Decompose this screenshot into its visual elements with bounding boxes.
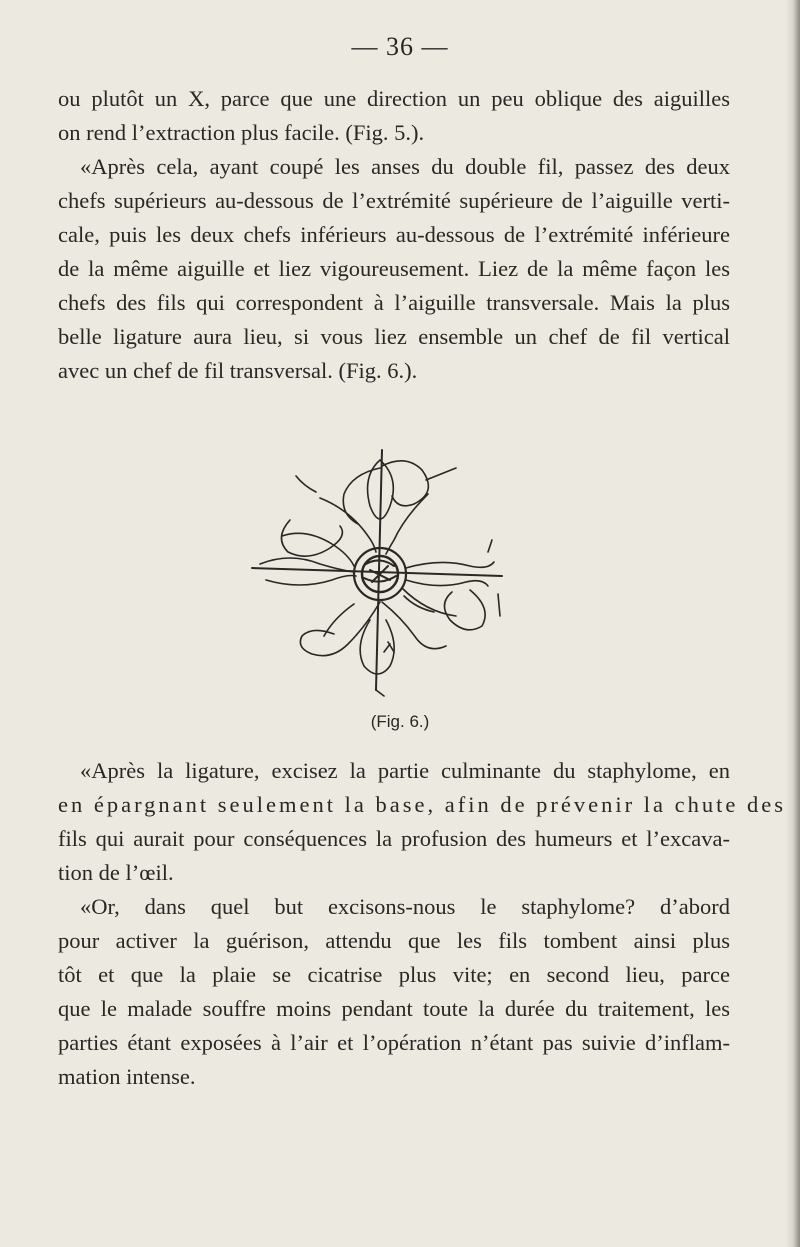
thread-loop-right <box>444 590 485 630</box>
transverse-needle <box>252 568 502 576</box>
text-line: tion de l’œil. <box>58 860 174 885</box>
ligature-illustration <box>230 440 530 710</box>
text-line: ou plutôt un X, parce que une direction un peu oblique des aiguilles <box>58 86 730 111</box>
vertical-needle <box>376 450 382 690</box>
text-line: chefs supérieurs au-dessous de l’extrémité supérieure de l’aiguille verti- <box>58 188 730 213</box>
text-line: pour activer la guérison, attendu que les fils tombent ainsi plus <box>58 928 730 953</box>
text-line: avec un chef de fil transversal. (Fig. 6.). <box>58 358 418 383</box>
text-line: on rend l’extraction plus facile. (Fig. 5.). <box>58 120 425 145</box>
paragraph-bottom <box>58 754 786 1094</box>
page-number: — 36 — <box>351 32 449 61</box>
text-line: belle ligature aura lieu, si vous liez ensemble un chef de fil vertical <box>58 324 730 349</box>
figure-caption: (Fig. 6.) <box>370 712 430 731</box>
thread-loop-left <box>281 520 342 556</box>
text-line: cale, puis les deux chefs inférieurs au-dessous de l’extrémité inférieure <box>58 222 730 247</box>
paragraph-top <box>58 82 730 388</box>
text-line: «Or, dans quel but excisons-nous le staphylome? d’abord <box>80 894 730 919</box>
text-line: «Après cela, ayant coupé les anses du double fil, passez des deux <box>80 154 730 179</box>
text-line: parties étant exposées à l’air et l’opération n’étant pas suivie d’inflam- <box>58 1030 730 1055</box>
text-line: chefs des fils qui correspondent à l’aiguille transversale. Mais la plus <box>58 290 730 315</box>
text-line: fils qui aurait pour conséquences la profusion des humeurs et l’excava- <box>58 826 730 851</box>
text-line: tôt et que la plaie se cicatrise plus vite; en second lieu, parce <box>58 962 730 987</box>
page-edge <box>786 0 800 1247</box>
text-line: en épargnant seulement la base, afin de prévenir la chute des <box>58 792 786 817</box>
ligature-figure <box>230 440 530 710</box>
text-line: «Après la ligature, excisez la partie culminante du staphylome, en <box>80 758 730 783</box>
text-line: mation intense. <box>58 1064 196 1089</box>
text-line: de la même aiguille et liez vigoureusement. Liez de la même façon les <box>58 256 730 281</box>
text-line: que le malade souffre moins pendant toute la durée du traitement, les <box>58 996 730 1021</box>
